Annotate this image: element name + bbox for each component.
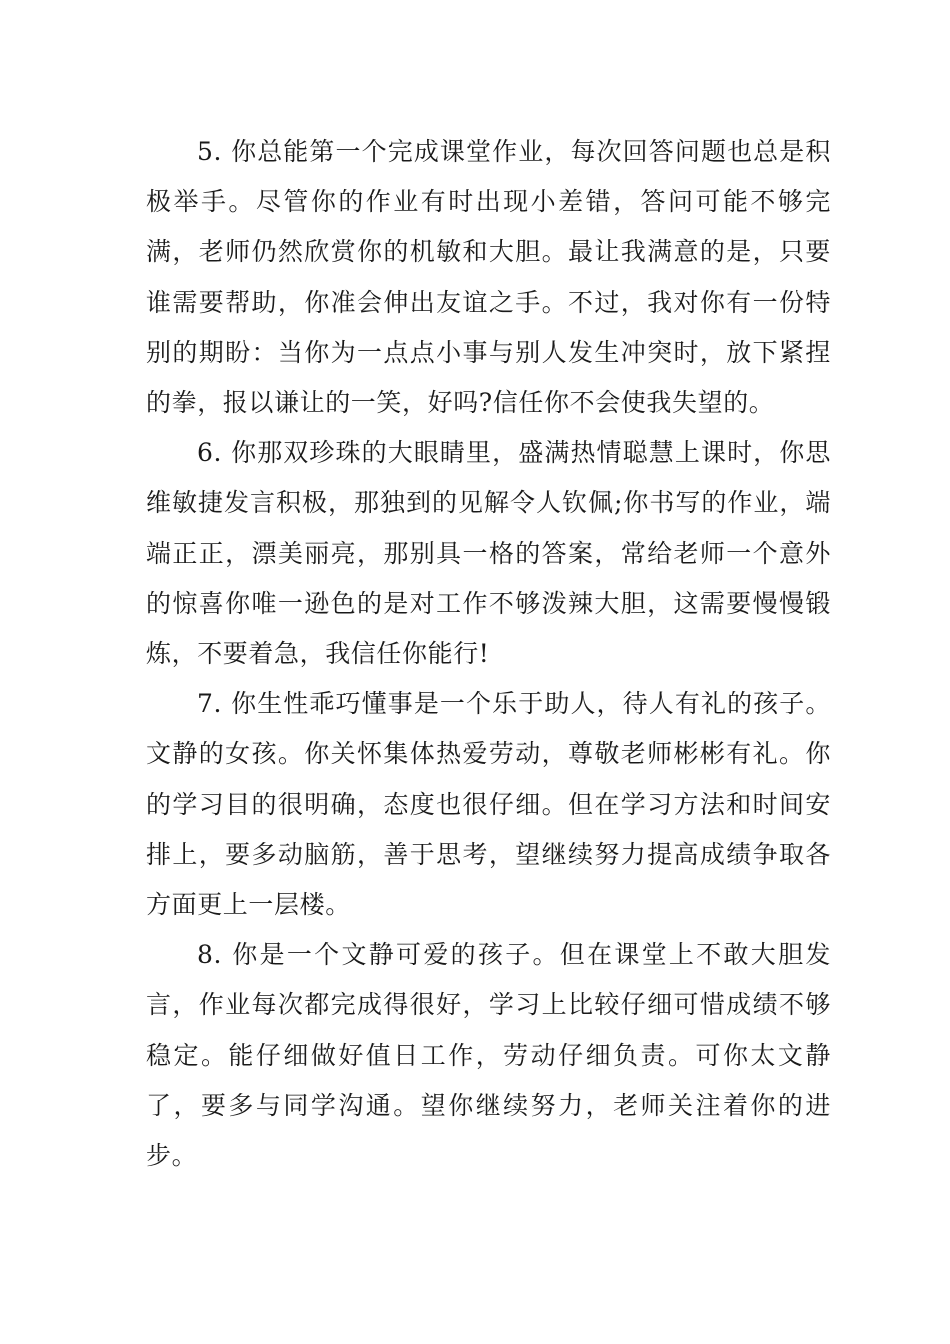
paragraph-6: 6. 你那双珍珠的大眼睛里，盛满热情聪慧上课时，你思维敏捷发言积极，那独到的见解令人钦佩;你书写的作业，端端正正，漂美丽亮，那别具一格的答案，常给老师一个意外的惊喜你唯一逊色的是对工作不够泼辣大胆，这需要慢慢锻炼，不要着急，我信任你能行! xyxy=(146,438,831,669)
paragraph-7: 7. 你生性乖巧懂事是一个乐于助人，待人有礼的孩子。文静的女孩。你关怀集体热爱劳动，尊敬老师彬彬有礼。你的学习目的很明确，态度也很仔细。但在学习方法和时间安排上，要多动脑筋，善于思考，望继续努力提高成绩争取各方面更上一层楼。 xyxy=(146,689,831,920)
document-body xyxy=(146,127,831,1181)
paragraph-8: 8. 你是一个文静可爱的孩子。但在课堂上不敢大胆发言，作业每次都完成得很好，学习上比较仔细可惜成绩不够稳定。能仔细做好值日工作，劳动仔细负责。可你太文静了，要多与同学沟通。望你继续努力，老师关注着你的进步。 xyxy=(146,940,831,1171)
paragraph-5: 5. 你总能第一个完成课堂作业，每次回答问题也总是积极举手。尽管你的作业有时出现小差错，答问可能不够完满，老师仍然欣赏你的机敏和大胆。最让我满意的是，只要谁需要帮助，你准会伸出友谊之手。不过，我对你有一份特别的期盼：当你为一点点小事与别人发生冲突时，放下紧捏的拳，报以谦让的一笑，好吗?信任你不会使我失望的。 xyxy=(146,137,831,418)
